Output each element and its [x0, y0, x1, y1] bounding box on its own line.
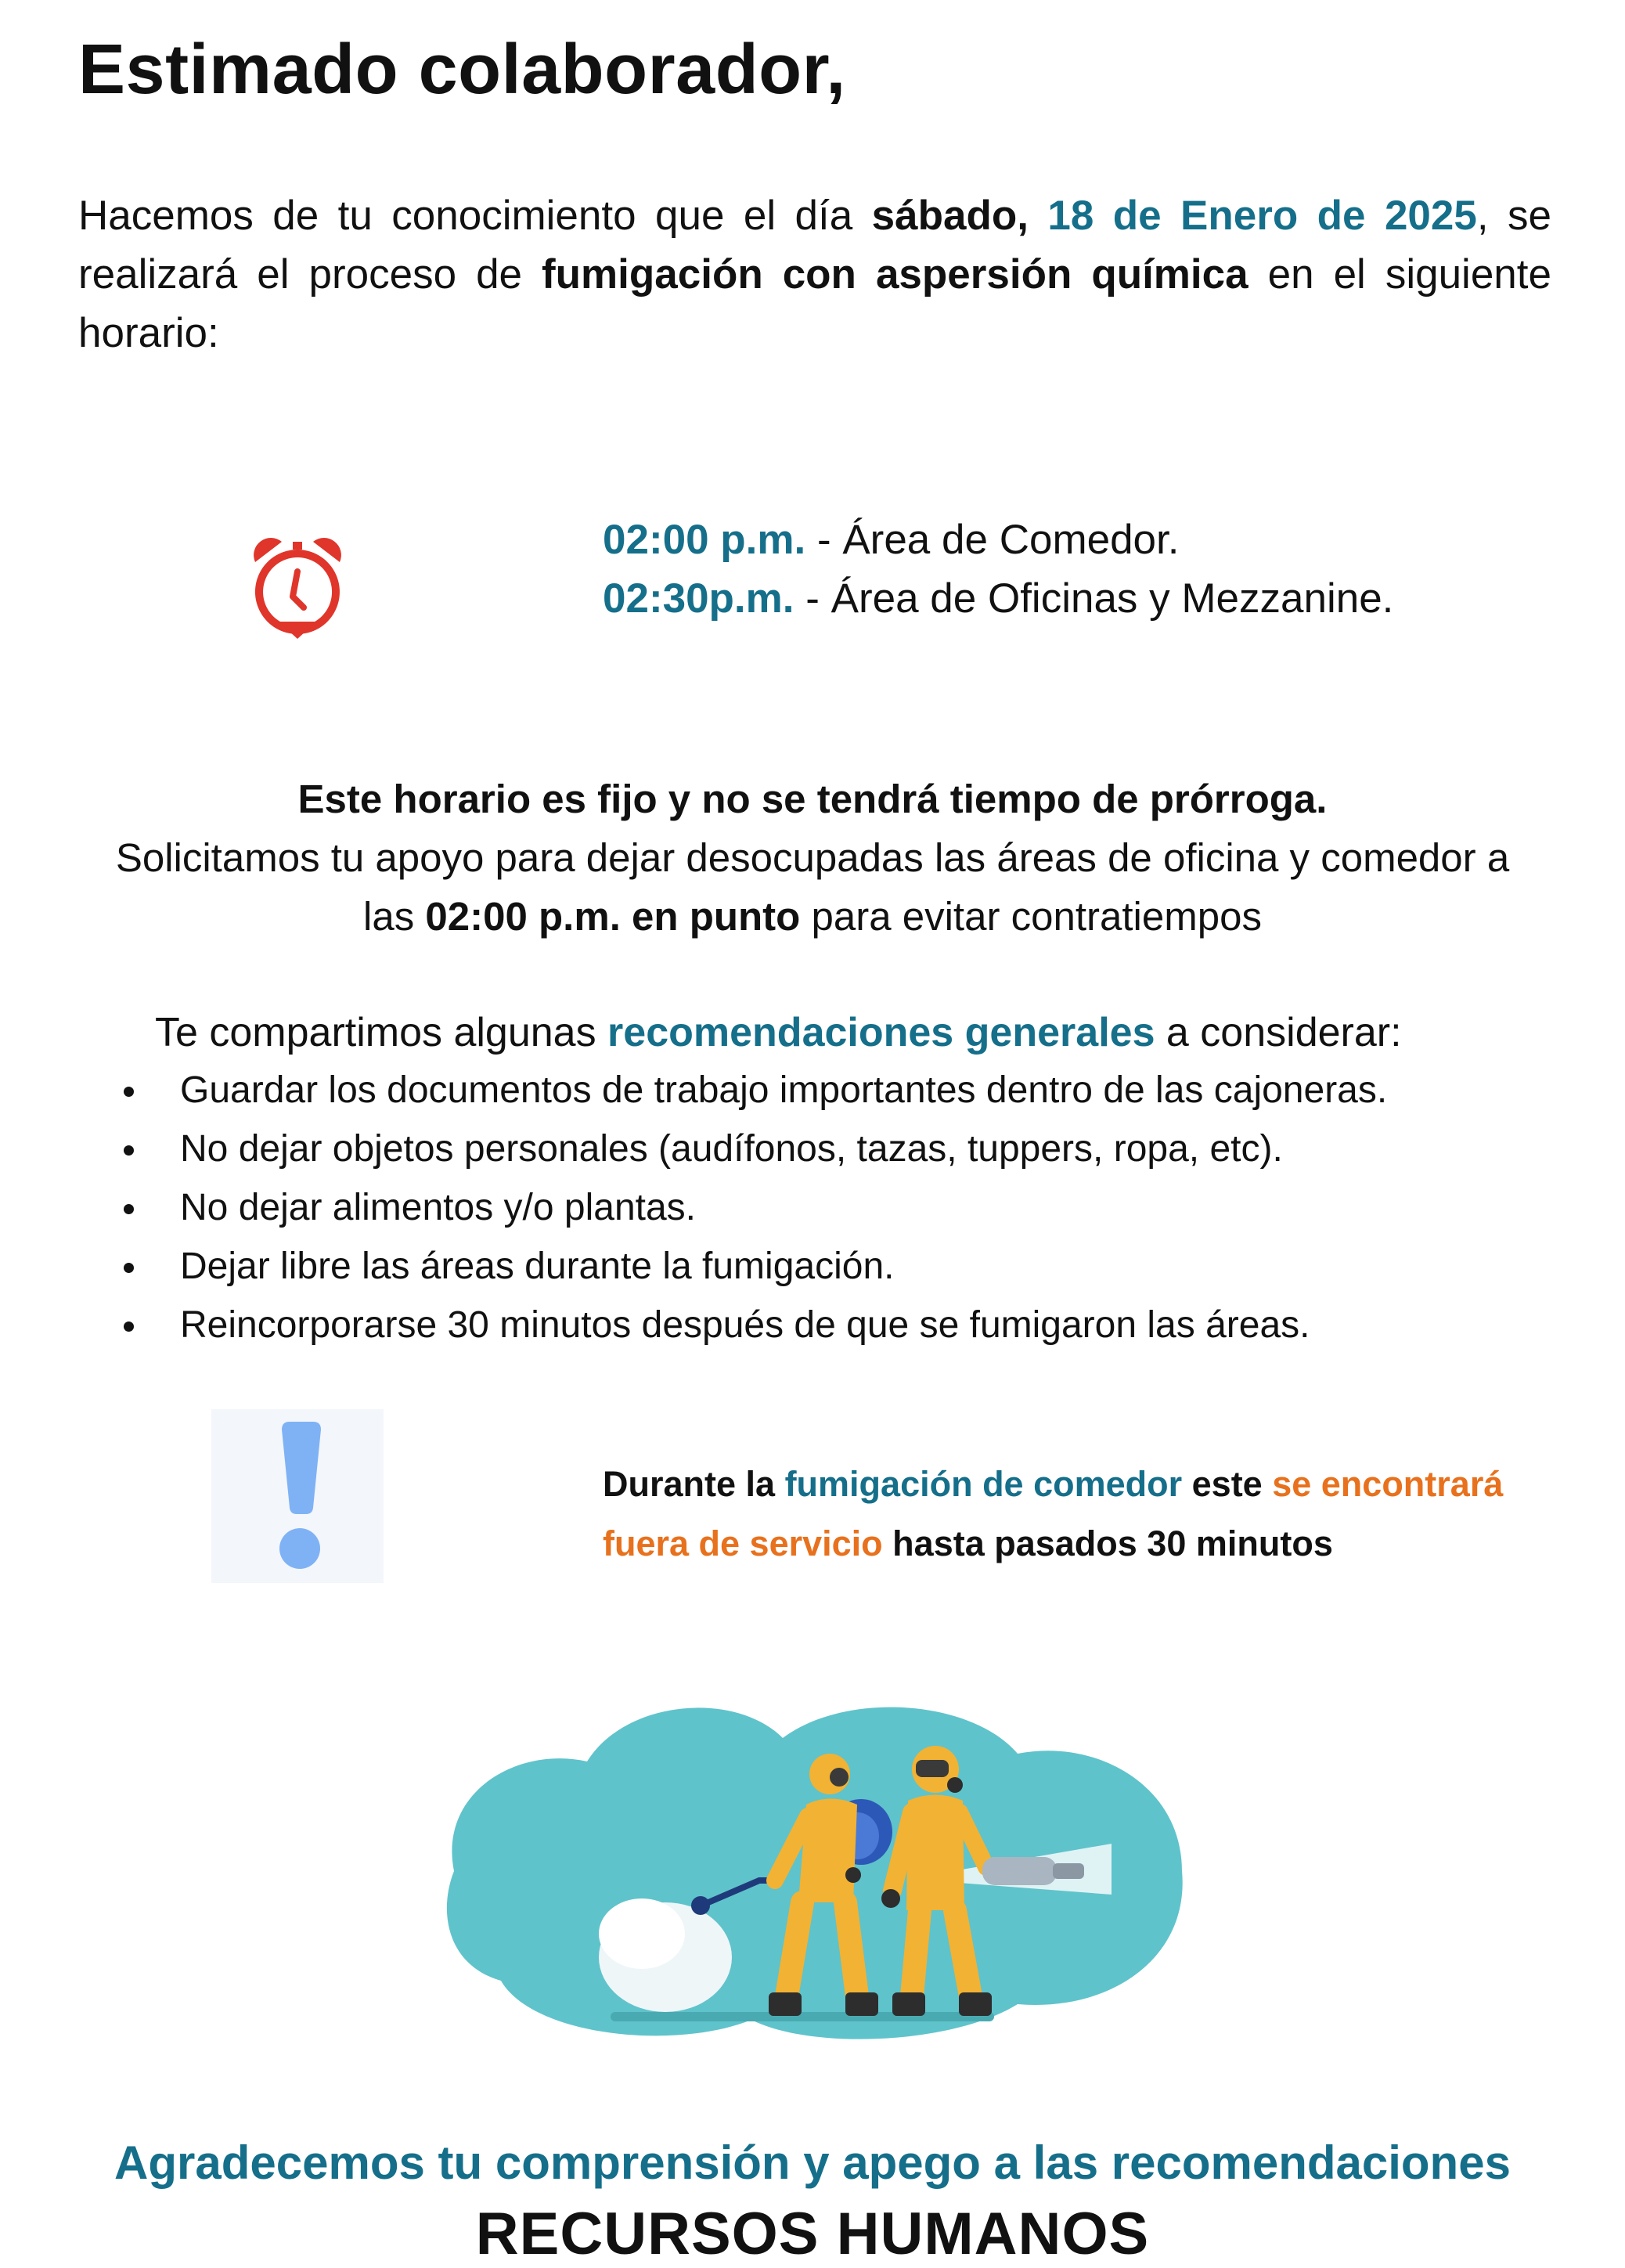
notice-block — [47, 770, 1578, 946]
alert-text: hasta pasados 30 minutos — [882, 1523, 1333, 1563]
list-item — [117, 1061, 1387, 1120]
notice-line: Solicitamos tu apoyo para dejar desocupadas las áreas de oficina y comedor a — [115, 835, 1510, 880]
intro-text-1: Hacemos de tu conocimiento que el día — [78, 193, 872, 239]
bullet-icon — [124, 1263, 134, 1273]
recommendations-list — [117, 1061, 1387, 1354]
bullet-icon — [124, 1321, 134, 1332]
schedule-row — [603, 510, 1393, 569]
list-item — [117, 1120, 1387, 1178]
notice-deadline: 02:00 p.m. en punto — [425, 894, 801, 939]
intro-text-3: en el siguiente horario: — [78, 251, 1551, 356]
schedule-time: 02:30p.m. — [603, 575, 794, 622]
alert-highlight: fumigación de comedor — [784, 1464, 1183, 1504]
intro-process: fumigación con aspersión química — [542, 251, 1248, 297]
notice-text: las — [363, 894, 426, 939]
list-item-text: No dejar objetos personales (audífonos, tazas, tuppers, ropa, etc). — [180, 1128, 1283, 1170]
reco-intro-text: Te compartimos algunas — [155, 1010, 608, 1055]
list-item — [117, 1178, 1387, 1237]
reco-intro-highlight: recomendaciones generales — [607, 1010, 1155, 1055]
exclamation-icon — [211, 1409, 384, 1583]
fumigation-workers-illustration — [407, 1675, 1221, 2067]
notice-headline: Este horario es fijo y no se tendrá tiempo de prórroga. — [297, 777, 1328, 821]
intro-space — [1029, 193, 1047, 239]
bullet-icon — [124, 1204, 134, 1214]
alert-text: Durante la — [603, 1464, 785, 1504]
list-item-text: Guardar los documentos de trabajo importantes dentro de las cajoneras. — [180, 1069, 1388, 1111]
alert-text: este — [1182, 1464, 1273, 1504]
schedule-area: - Área de Comedor. — [805, 517, 1180, 563]
alert-message — [603, 1455, 1526, 1574]
schedule-time: 02:00 p.m. — [603, 517, 806, 563]
intro-paragraph — [78, 186, 1551, 362]
schedule-row — [603, 569, 1393, 628]
closing-thanks: Agradecemos tu comprensión y apego a las recomendaciones — [114, 2136, 1511, 2189]
list-item — [117, 1237, 1387, 1296]
alarm-clock-icon — [247, 535, 348, 644]
recommendations-intro — [155, 1004, 1402, 1062]
schedule-area: - Área de Oficinas y Mezzanine. — [794, 575, 1394, 622]
intro-day: sábado, — [871, 193, 1029, 239]
notice-text: para evitar contratiempos — [800, 894, 1262, 939]
notice-line — [47, 887, 1578, 946]
intro-date: 18 de Enero de 2025 — [1047, 193, 1477, 239]
list-item — [117, 1296, 1387, 1354]
bullet-icon — [124, 1145, 134, 1156]
list-item-text: No dejar alimentos y/o plantas. — [180, 1187, 697, 1228]
department-signature: RECURSOS HUMANOS — [475, 2201, 1150, 2267]
greeting-title: Estimado colaborador, — [78, 31, 846, 109]
intro-text-2: , se realizará el proceso de — [78, 193, 1551, 297]
list-item-text: Reincorporarse 30 minutos después de que se fumigaron las áreas. — [180, 1304, 1310, 1346]
reco-intro-text: a considerar: — [1155, 1010, 1402, 1055]
bullet-icon — [124, 1087, 134, 1097]
schedule-list — [603, 510, 1393, 628]
list-item-text: Dejar libre las áreas durante la fumigación. — [180, 1246, 895, 1287]
alert-warning: se encontrará fuera de servicio — [603, 1464, 1504, 1563]
